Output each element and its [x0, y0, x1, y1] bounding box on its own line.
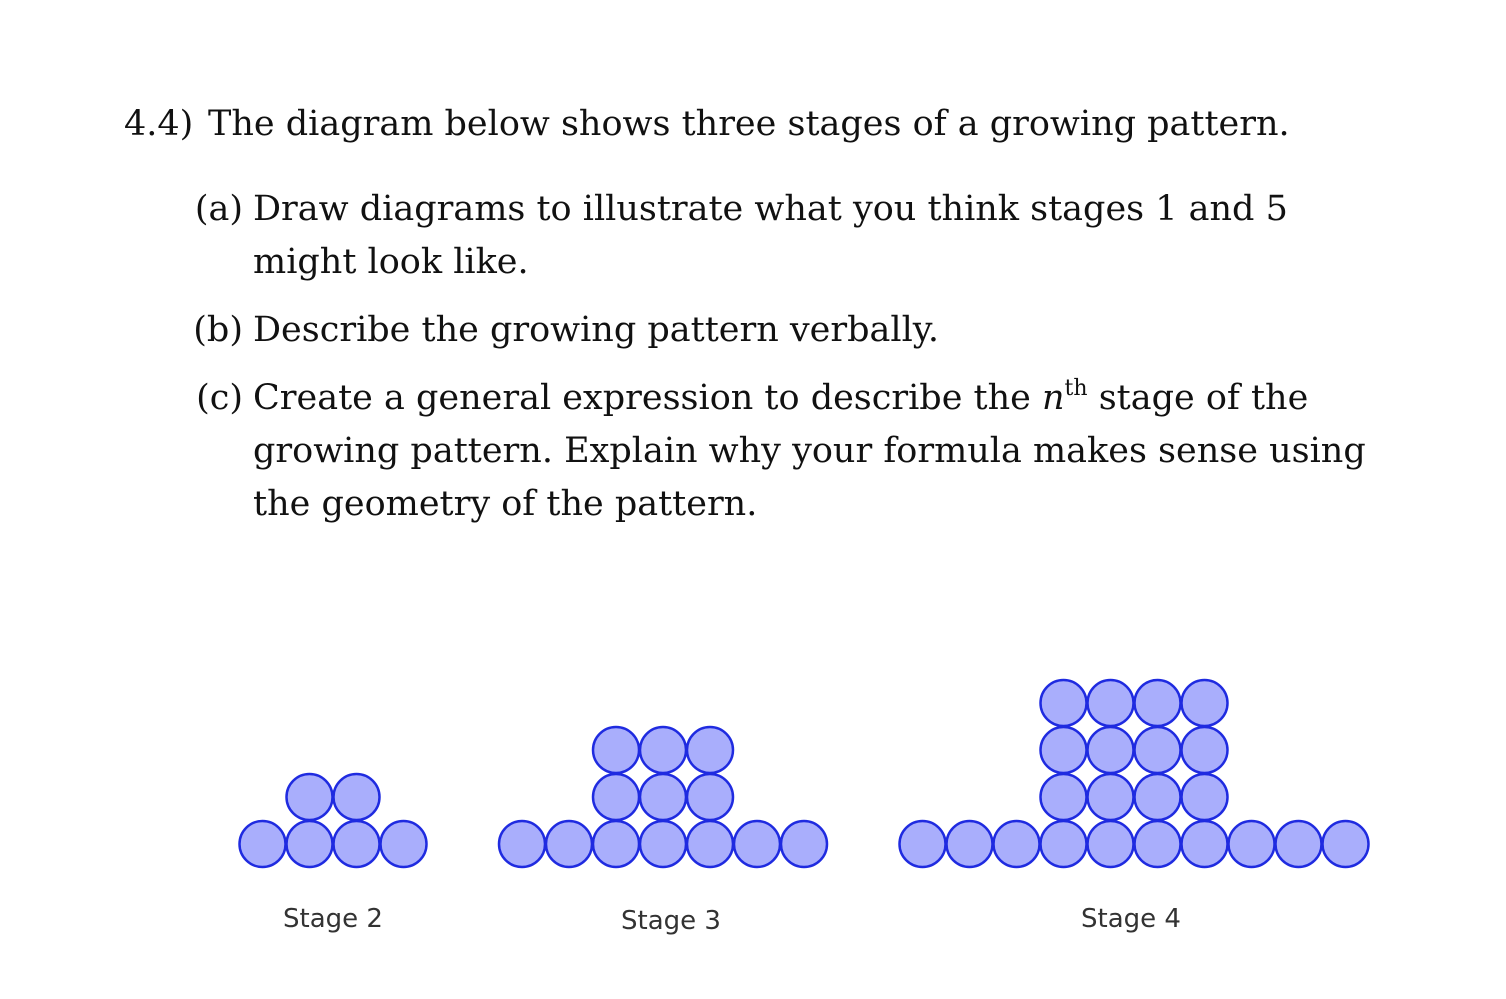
- pattern-circle-block: [640, 727, 686, 773]
- pattern-circle-block: [1182, 680, 1228, 726]
- pattern-circle-block: [593, 727, 639, 773]
- pattern-circle-block: [687, 727, 733, 773]
- problem-number: 4.4): [124, 104, 194, 144]
- pattern-circle-block: [1041, 727, 1087, 773]
- pattern-circle-block: [1135, 680, 1181, 726]
- part-c-text-before: Create a general expression to describe the: [253, 378, 1042, 418]
- pattern-circle-bottom-row: [900, 821, 946, 867]
- pattern-circle-bottom-row: [947, 821, 993, 867]
- pattern-circle-block: [687, 774, 733, 820]
- pattern-circle-block: [1182, 727, 1228, 773]
- stage-3-diagram: [499, 727, 827, 867]
- part-c-superscript: th: [1064, 376, 1088, 401]
- pattern-circle-bottom-row: [499, 821, 545, 867]
- pattern-circle-bottom-row: [240, 821, 286, 867]
- pattern-circle-bottom-row: [287, 821, 333, 867]
- pattern-circle-bottom-row: [1041, 821, 1087, 867]
- pattern-circle-bottom-row: [687, 821, 733, 867]
- pattern-circle-bottom-row: [1182, 821, 1228, 867]
- pattern-circle-bottom-row: [1323, 821, 1369, 867]
- part-c-text: [253, 372, 1383, 531]
- pattern-circle-block: [1182, 774, 1228, 820]
- pattern-circle-bottom-row: [994, 821, 1040, 867]
- stage-2-label: Stage 2: [283, 904, 383, 934]
- pattern-circle-bottom-row: [593, 821, 639, 867]
- stage-4-label: Stage 4: [1081, 904, 1181, 934]
- pattern-circle-bottom-row: [334, 821, 380, 867]
- pattern-circle-block: [1041, 774, 1087, 820]
- stage-2-diagram: [240, 774, 427, 867]
- part-a-label: (a): [194, 189, 243, 229]
- part-c-label: (c): [196, 378, 243, 418]
- pattern-circle-bottom-row: [1135, 821, 1181, 867]
- pattern-circle-bottom-row: [781, 821, 827, 867]
- part-c: [183, 372, 1383, 531]
- pattern-circle-bottom-row: [381, 821, 427, 867]
- part-b: [183, 304, 1383, 357]
- part-a: [183, 183, 1383, 289]
- problem-intro: The diagram below shows three stages of a growing pattern.: [208, 104, 1290, 144]
- pattern-circle-bottom-row: [546, 821, 592, 867]
- part-c-variable: n: [1042, 378, 1065, 418]
- pattern-circle-block: [334, 774, 380, 820]
- pattern-circle-bottom-row: [640, 821, 686, 867]
- pattern-circle-block: [593, 774, 639, 820]
- pattern-circle-bottom-row: [734, 821, 780, 867]
- pattern-circle-block: [1135, 727, 1181, 773]
- part-c-text-after: stage of the growing pattern. Explain why your formula makes sense using the geometry of the pattern.: [253, 378, 1366, 524]
- part-a-text: Draw diagrams to illustrate what you think stages 1 and 5 might look like.: [253, 189, 1288, 282]
- pattern-circle-block: [287, 774, 333, 820]
- growing-pattern-figure: [0, 600, 1506, 960]
- pattern-circle-block: [1088, 680, 1134, 726]
- pattern-circle-bottom-row: [1229, 821, 1275, 867]
- pattern-circle-block: [1088, 774, 1134, 820]
- pattern-circle-block: [1088, 727, 1134, 773]
- pattern-circle-block: [1135, 774, 1181, 820]
- stage-4-diagram: [900, 680, 1369, 867]
- pattern-circle-block: [1041, 680, 1087, 726]
- part-b-text: Describe the growing pattern verbally.: [253, 310, 940, 350]
- pattern-circle-bottom-row: [1276, 821, 1322, 867]
- problem-header: [124, 100, 1290, 148]
- pattern-circle-block: [640, 774, 686, 820]
- stage-3-label: Stage 3: [621, 906, 721, 936]
- part-b-label: (b): [193, 310, 243, 350]
- pattern-circle-bottom-row: [1088, 821, 1134, 867]
